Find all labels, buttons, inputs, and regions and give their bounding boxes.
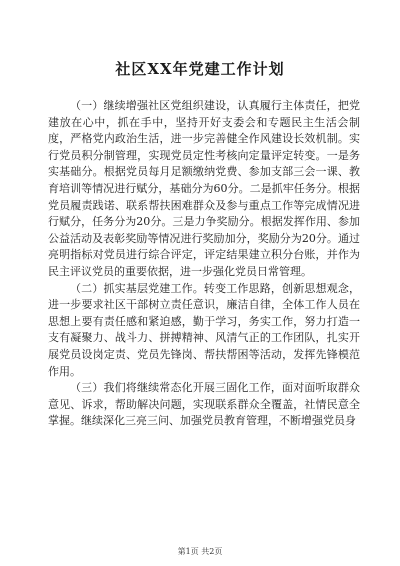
paragraph-2: （二）抓实基层党建工作。转变工作思路，创新思想观念，进一步要求社区干部树立责任意识，廉洁自律，全体工作人员在思想上要有责任感和紧迫感，勤于学习，务实工作，努力打造一支有凝聚力、战斗力、拼搏精神、风清气正的工作团队，扎实开展党员设岗定责、党员先锋岗、帮扶帮困等活动，发挥先锋模范作用。 — [48, 281, 360, 378]
paragraph-3: （三）我们将继续常态化开展三固化工作，面对面听取群众意见、诉求，帮助解决问题，实现联系群众全覆盖，社情民意全掌握。继续深化三亮三问、加强党员教育管理，不断增强党员身 — [48, 381, 360, 428]
document-body — [48, 98, 360, 430]
page-number: 第1页 共2页 — [177, 547, 223, 556]
paragraph-1: （一）继续增强社区党组织建设，认真履行主体责任，把党建放在心中，抓在手中，坚持开好支委会和专题民主生活会制度，严格党内政治生活，进一步完善健全作风建设长效机制。实行党员积分制管理，实现党员定性考核向定量评定转变。一是务实基础分。根据党员每月足额缴纳党费、参加支部三会一课、教育培训等情况进行赋分，基础分为60分。二是抓牢任务分。根据党员履责践诺、联系帮扶困难群众及参与重点工作等完成情况进行赋分，任务分为20分。三是力争奖励分。根据发挥作用、参加公益活动及表彰奖励等情况进行奖励加分，奖励分为20分。通过亮明指标对党员进行综合评定，评定结果建立积分台账，并作为民主评议党员的重要依据，进一步强化党员日常管理。 — [48, 99, 360, 278]
document-title: 社区XX年党建工作计划 — [115, 60, 285, 78]
